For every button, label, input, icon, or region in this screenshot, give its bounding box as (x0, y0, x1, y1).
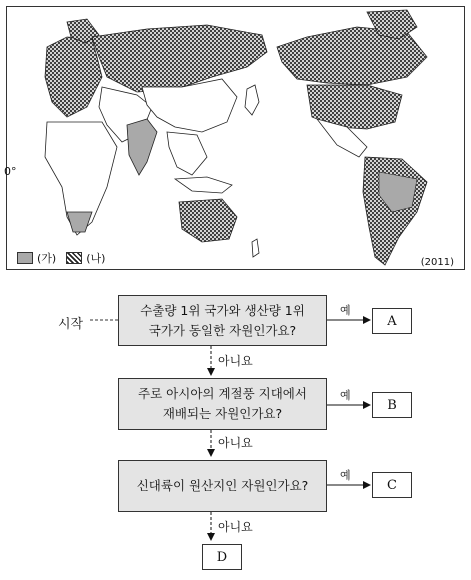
answer-box-d: D (202, 544, 242, 570)
question-box-1 (118, 295, 327, 346)
question-1-line-1: 수출량 1위 국가와 생산량 1위 (140, 302, 305, 318)
start-label: 시작 (58, 317, 84, 332)
answer-box-b: B (372, 392, 412, 418)
question-1-line-2: 국가가 동일한 자원인가요? (148, 322, 297, 338)
answer-box-c: C (372, 472, 412, 498)
legend-label-ga: (가) (37, 252, 57, 265)
yes-label-3: 예 (340, 469, 351, 482)
no-label-2: 아니요 (218, 436, 253, 450)
question-3-text: 신대륙이 원산지인 자원인가요? (136, 478, 309, 493)
no-label-3: 아니요 (218, 520, 253, 534)
yes-label-2: 예 (340, 389, 351, 402)
answer-box-a: A (372, 308, 412, 334)
no-label-1: 아니요 (218, 354, 253, 368)
question-2-line-1: 주로 아시아의 계절풍 지대에서 (138, 386, 307, 401)
yes-label-1: 예 (340, 304, 351, 317)
question-box-3 (118, 460, 327, 512)
question-2-line-2: 재배되는 자원인가요? (162, 406, 283, 421)
year-label: (2011) (420, 257, 454, 268)
equator-label: 0° (4, 165, 17, 178)
question-box-2 (118, 378, 327, 430)
legend-label-na: (나) (86, 252, 106, 265)
